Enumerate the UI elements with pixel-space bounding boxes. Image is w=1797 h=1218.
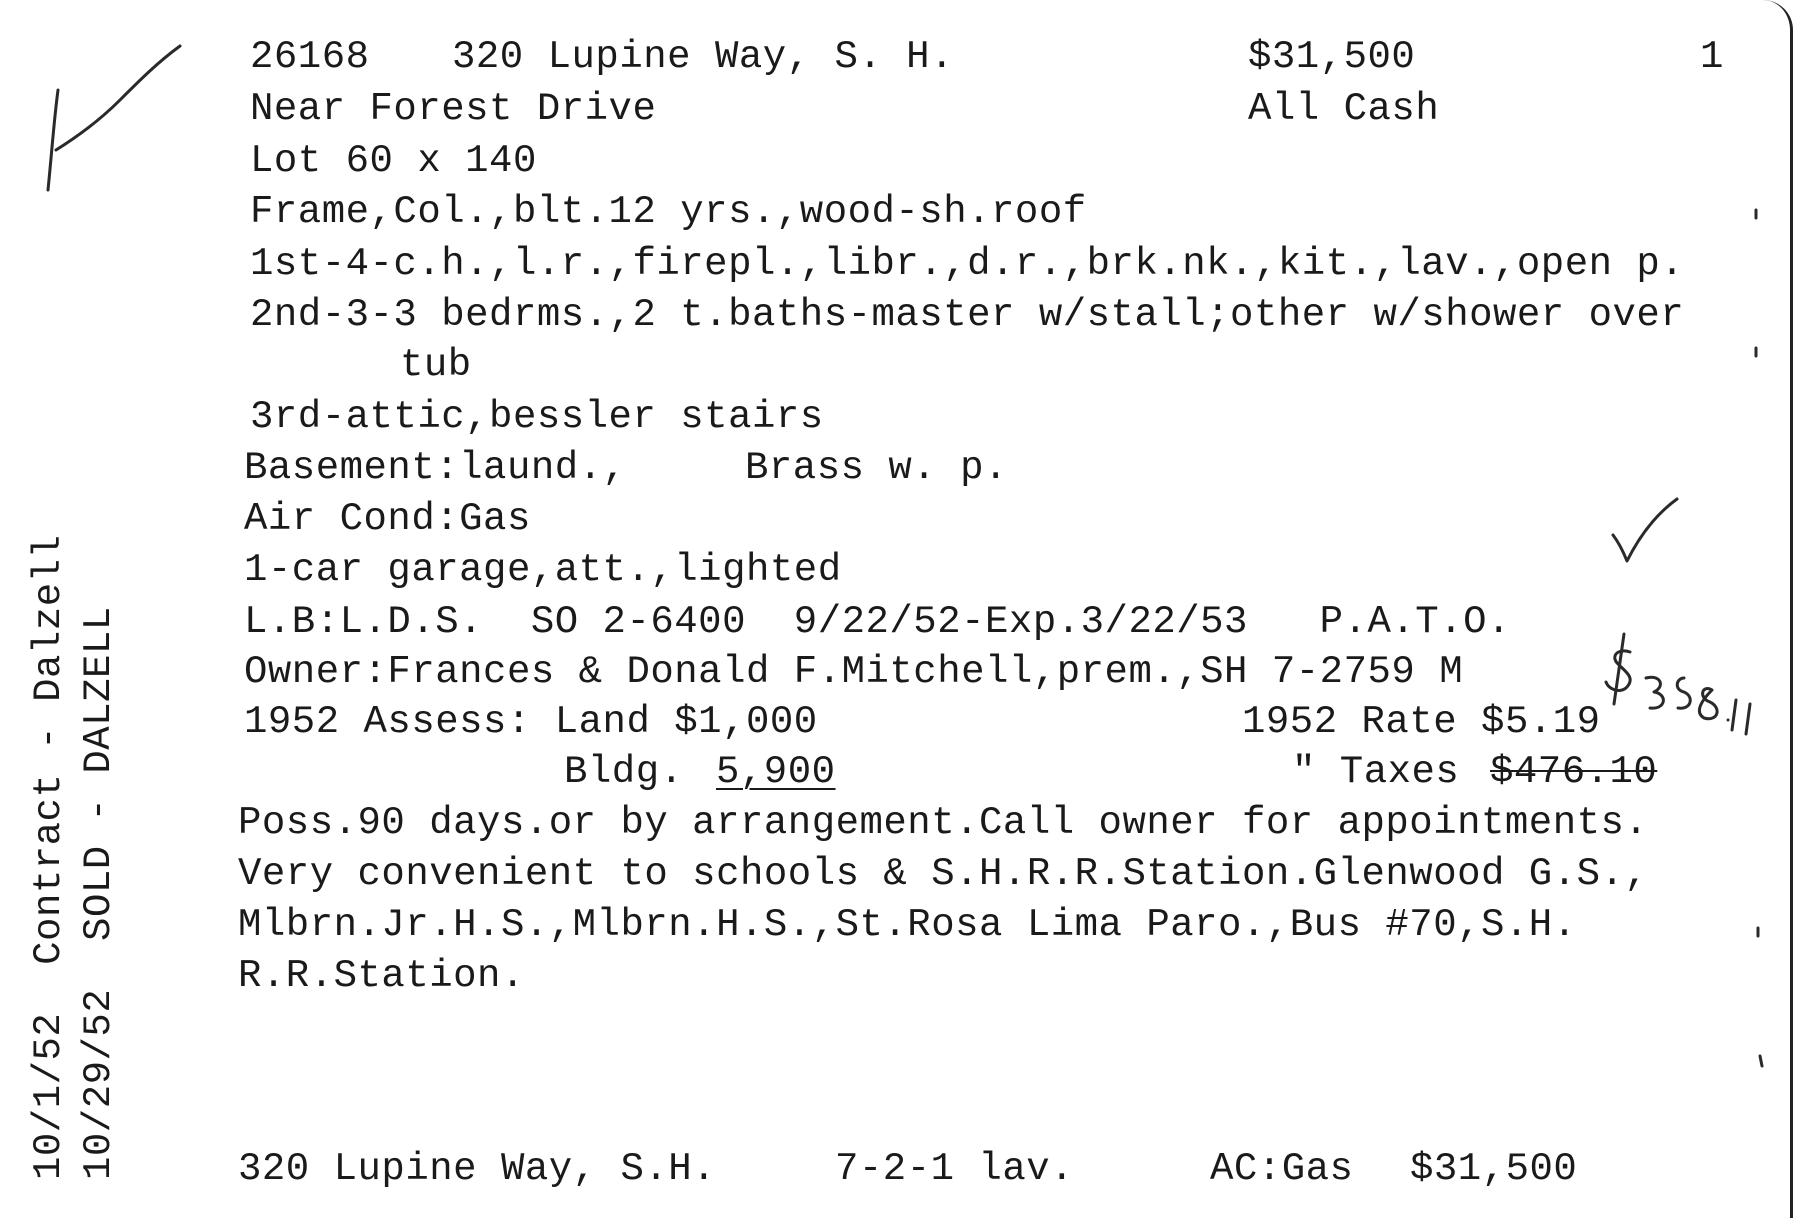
second-floor-cont: tub [400, 343, 472, 387]
assessment-land: 1952 Assess: Land $1,000 [244, 700, 818, 744]
assessment-bldg-label: Bldg. [564, 750, 684, 794]
footer-price: $31,500 [1410, 1147, 1578, 1191]
listing-id: 26168 [250, 35, 370, 79]
footer-ac: AC:Gas [1210, 1147, 1354, 1191]
third-floor: 3rd-attic,bessler stairs [250, 395, 824, 439]
second-floor: 2nd-3-3 bedrms.,2 t.baths-master w/stall;other w/shower over [250, 293, 1685, 337]
side-note-contract: 10/1/52 Contract - Dalzell [27, 534, 71, 1180]
handwritten-mark-icon [40, 40, 200, 200]
assessment-bldg-value: 5,900 [716, 750, 836, 794]
footer-rooms: 7-2-1 lav. [835, 1147, 1075, 1191]
construction: Frame,Col.,blt.12 yrs.,wood-sh.roof [250, 190, 1087, 234]
tax-rate: 1952 Rate $5.19 [1242, 700, 1601, 744]
remarks-line: Mlbrn.Jr.H.S.,Mlbrn.H.S.,St.Rosa Lima Paro.,Bus #70,S.H. [238, 903, 1577, 947]
check-mark-icon [1605, 495, 1685, 575]
remarks-line: Very convenient to schools & S.H.R.R.Station.Glenwood G.S., [238, 852, 1649, 896]
owner: Owner:Frances & Donald F.Mitchell,prem.,SH 7-2759 M [244, 650, 1464, 694]
air-conditioning: Air Cond:Gas [244, 497, 531, 541]
listing-price: $31,500 [1248, 35, 1416, 79]
near-street: Near Forest Drive [250, 87, 657, 131]
remarks-line: R.R.Station. [238, 954, 525, 998]
garage: 1-car garage,att.,lighted [244, 548, 842, 592]
remarks-line: Poss.90 days.or by arrangement.Call owner for appointments. [238, 801, 1649, 845]
edge-marks [1750, 200, 1790, 1100]
basement: Basement:laund., [244, 446, 627, 490]
taxes-value: $476.10 [1490, 750, 1658, 794]
first-floor: 1st-4-c.h.,l.r.,firepl.,libr.,d.r.,brk.nk.,kit.,lav.,open p. [250, 242, 1685, 286]
footer-address: 320 Lupine Way, S.H. [238, 1147, 717, 1191]
terms: All Cash [1248, 87, 1440, 131]
card-number: 1 [1700, 35, 1724, 79]
basement-extra: Brass w. p. [745, 446, 1008, 490]
side-note-sold: 10/29/52 SOLD - DALZELL [77, 606, 121, 1180]
handwritten-tax-note [1600, 620, 1760, 780]
listing-address: 320 Lupine Way, S. H. [452, 35, 954, 79]
lot-size: Lot 60 x 140 [250, 139, 537, 183]
taxes-label: " Taxes [1292, 750, 1460, 794]
listing-broker: L.B:L.D.S. SO 2-6400 9/22/52-Exp.3/22/53 P.A.T.O. [244, 600, 1511, 644]
